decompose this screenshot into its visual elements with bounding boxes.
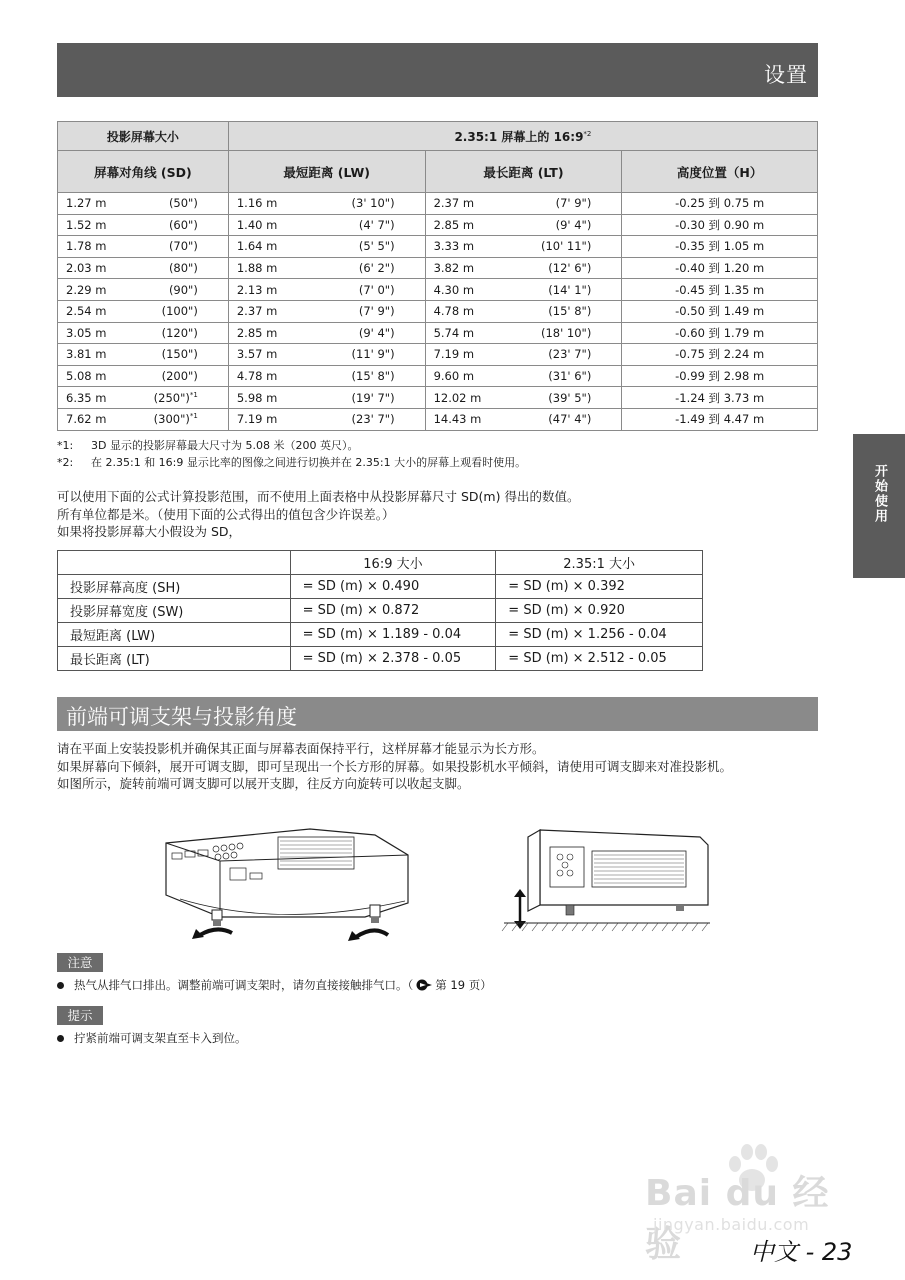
paragraph: 可以使用下面的公式计算投影范围，而不使用上面表格中从投影屏幕尺寸 SD(m) 得出的数值。 xyxy=(57,489,580,504)
table-row: 7.62 m (300")$^{*1}$ 7.19 m (23' 7") 14.43 m (47' 4") -1.49 到 4.47 m xyxy=(58,408,818,430)
table-row: 5.08 m (200") 4.78 m (15' 8") 9.60 m (31' 6") -0.99 到 2.98 m xyxy=(58,365,818,387)
section-body xyxy=(57,740,822,793)
hint-badge: 提示 xyxy=(57,1006,103,1025)
page-number: 中文 - 23 xyxy=(750,1238,853,1266)
table-row: 投影屏幕高度 (SH) = SD (m) × 0.490 = SD (m) × 0.392 xyxy=(58,575,703,599)
header-aspect: 2.35:1 屏幕上的 16:9$^{*2}$ xyxy=(228,122,817,151)
footnote: *2: 在 2.35:1 和 16:9 显示比率的图像之间进行切换并在 2.35:1 大小的屏幕上观看时使用。 xyxy=(57,456,527,469)
table-row: 1.52 m (60") 1.40 m (4' 7") 2.85 m (9' 4") -0.30 到 0.90 m xyxy=(58,214,818,236)
paragraph: 所有单位都是米。（使用下面的公式得出的值包含少许误差。） xyxy=(57,506,395,522)
formula-table xyxy=(57,550,703,671)
footnote: *1: 3D 显示的投影屏幕最大尺寸为 5.08 米（200 英尺）。 xyxy=(57,439,359,452)
watermark-brand: Bai du 经验 xyxy=(645,1173,830,1265)
col-header-169: 16:9 大小 xyxy=(290,551,496,575)
table-row: 1.78 m (70") 1.64 m (5' 5") 3.33 m (10' 11") -0.35 到 1.05 m xyxy=(58,236,818,258)
col-header-h: 高度位置（H） xyxy=(622,151,818,193)
table-header-row xyxy=(58,551,703,575)
bullet-icon xyxy=(57,1035,64,1042)
section-title: 前端可调支架与投影角度 xyxy=(66,705,297,729)
table-row: 2.29 m (90") 2.13 m (7' 0") 4.30 m (14' 1") -0.45 到 1.35 m xyxy=(58,279,818,301)
side-tab-label: 开始使用 xyxy=(872,464,887,524)
paragraph: 请在平面上安装投影机并确保其正面与屏幕表面保持平行，这样屏幕才能显示为长方形。 xyxy=(57,741,545,756)
table-body xyxy=(58,193,818,431)
table-row: 投影屏幕宽度 (SW) = SD (m) × 0.872 = SD (m) × 0.920 xyxy=(58,599,703,623)
arrow-right-icon[interactable] xyxy=(416,979,432,991)
table-row: 最短距离 (LW) = SD (m) × 1.189 - 0.04 = SD (m) × 1.256 - 0.04 xyxy=(58,623,703,647)
table-row: 3.05 m (120") 2.85 m (9' 4") 5.74 m (18' 10") -0.60 到 1.79 m xyxy=(58,322,818,344)
hint-item: 拧紧前端可调支架直至卡入到位。 xyxy=(57,1030,247,1046)
col-header-lw: 最短距离 (LW) xyxy=(228,151,425,193)
table-row: 2.03 m (80") 1.88 m (6' 2") 3.82 m (12' 6") -0.40 到 1.20 m xyxy=(58,257,818,279)
footnotes xyxy=(57,437,526,471)
table-row: 3.81 m (150") 3.57 m (11' 9") 7.19 m (23' 7") -0.75 到 2.24 m xyxy=(58,344,818,366)
side-tab xyxy=(853,434,905,578)
table-header-row xyxy=(58,122,818,151)
table-row: 6.35 m (250")$^{*1}$ 5.98 m (19' 7") 12.02 m (39' 5") -1.24 到 3.73 m xyxy=(58,387,818,409)
projector-rear-illustration xyxy=(160,825,412,945)
paragraph: 如果屏幕向下倾斜，展开可调支脚，即可呈现出一个长方形的屏幕。如果投影机水平倾斜，请使用可调支脚来对准投影机。 xyxy=(57,758,733,774)
header-bar xyxy=(57,43,818,97)
page-title: 设置 xyxy=(764,63,808,87)
col-header-sd: 屏幕对角线 (SD) xyxy=(58,151,229,193)
table-row: 2.54 m (100") 2.37 m (7' 9") 4.78 m (15' 8") -0.50 到 1.49 m xyxy=(58,300,818,322)
caution-badge: 注意 xyxy=(57,953,103,972)
paragraph: 如果将投影屏幕大小假设为 SD， xyxy=(57,524,242,539)
header-screen-size: 投影屏幕大小 xyxy=(58,122,229,151)
watermark-url: jingyan.baidu.com xyxy=(653,1215,810,1234)
paragraph: 如图所示，旋转前端可调支脚可以展开支脚，往反方向旋转可以收起支脚。 xyxy=(57,776,470,791)
projector-side-illustration xyxy=(500,825,712,940)
table-row: 最长距离 (LT) = SD (m) × 2.378 - 0.05 = SD (m) × 2.512 - 0.05 xyxy=(58,647,703,671)
caution-item: 热气从排气口排出。调整前端可调支架时，请勿直接接触排气口。（ 第 19 页） xyxy=(57,977,492,993)
distance-table xyxy=(57,121,818,431)
col-header-lt: 最长距离 (LT) xyxy=(425,151,622,193)
bullet-icon xyxy=(57,982,64,989)
formula-intro xyxy=(57,488,579,541)
table-body xyxy=(58,575,703,671)
table-header-row xyxy=(58,151,818,193)
section-header xyxy=(57,697,818,731)
table-row: 1.27 m (50") 1.16 m (3' 10") 2.37 m (7' 9") -0.25 到 0.75 m xyxy=(58,193,818,215)
col-header-235: 2.35:1 大小 xyxy=(496,551,703,575)
